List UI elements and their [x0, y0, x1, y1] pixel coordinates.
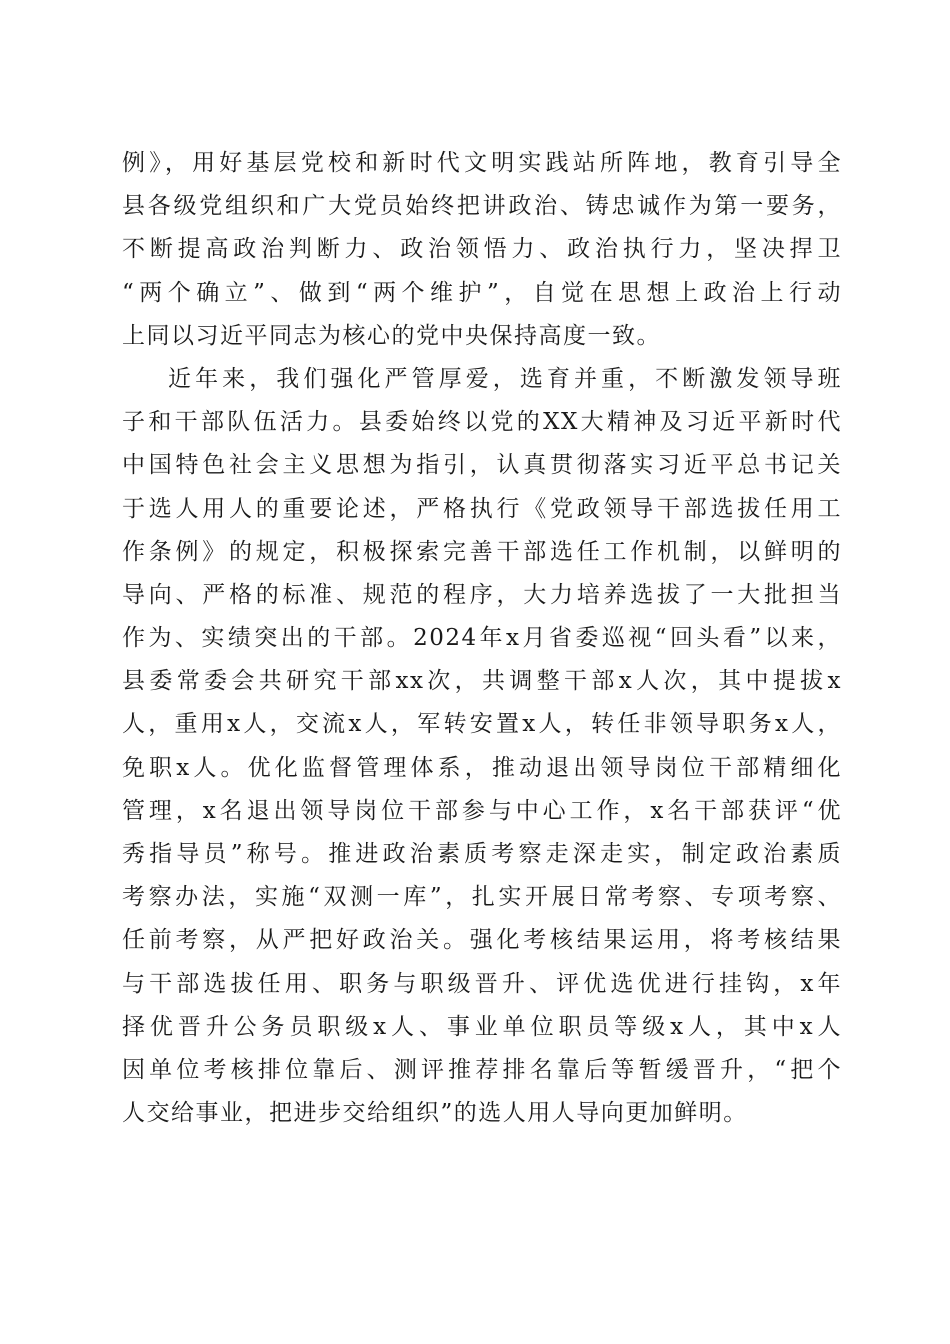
paragraph-line: 择优晋升公务员职级x人、事业单位职员等级x人，其中x人 — [122, 1013, 842, 1040]
paragraph-line: 近年来，我们强化严管厚爱，选育并重，不断激发领导班 — [168, 365, 842, 392]
paragraph-line: 上同以习近平同志为核心的党中央保持高度一致。 — [122, 322, 661, 349]
paragraph-line: 于选人用人的重要论述，严格执行《党政领导干部选拔任用工 — [122, 495, 842, 522]
paragraph-line: 县各级党组织和广大党员始终把讲政治、铸忠诚作为第一要务， — [122, 193, 842, 220]
paragraph-line: 不断提高政治判断力、政治领悟力、政治执行力，坚决捍卫 — [122, 236, 842, 263]
paragraph-line: 导向、严格的标准、规范的程序，大力培养选拔了一大批担当 — [122, 581, 842, 608]
paragraph-line: 考察办法，实施“双测一库”，扎实开展日常考察、专项考察、 — [122, 884, 842, 911]
paragraph-line: 人，重用x人，交流x人，军转安置x人，转任非领导职务x人， — [122, 711, 842, 738]
document-body — [122, 142, 842, 1135]
paragraph-line: 人交给事业，把进步交给组织”的选人用人导向更加鲜明。 — [122, 1100, 748, 1127]
paragraph-line: 任前考察，从严把好政治关。强化考核结果运用，将考核结果 — [122, 927, 842, 954]
paragraph-line: 管理，x名退出领导岗位干部参与中心工作，x名干部获评“优 — [122, 797, 842, 824]
paragraph-line: 与干部选拔任用、职务与职级晋升、评优选优进行挂钩，x年 — [122, 970, 842, 997]
paragraph-line: 秀指导员”称号。推进政治素质考察走深走实，制定政治素质 — [122, 841, 842, 867]
paragraph-line: 作条例》的规定，积极探索完善干部选任工作机制，以鲜明的 — [122, 538, 842, 565]
paragraph-1 — [122, 142, 842, 358]
paragraph-line: 因单位考核排位靠后、测评推荐排名靠后等暂缓晋升，“把个 — [122, 1056, 842, 1083]
paragraph-2 — [122, 358, 842, 1135]
paragraph-line: 免职x人。优化监督管理体系，推动退出领导岗位干部精细化 — [122, 754, 842, 781]
paragraph-line: 子和干部队伍活力。县委始终以党的XX大精神及习近平新时代 — [122, 409, 842, 436]
paragraph-line: 中国特色社会主义思想为指引，认真贯彻落实习近平总书记关 — [122, 452, 842, 479]
paragraph-line: “两个确立”、做到“两个维护”，自觉在思想上政治上行动 — [122, 279, 842, 306]
paragraph-line: 例》，用好基层党校和新时代文明实践站所阵地，教育引导全 — [122, 150, 842, 176]
paragraph-line: 县委常委会共研究干部xx次，共调整干部x人次，其中提拔x — [122, 668, 842, 695]
paragraph-line: 作为、实绩突出的干部。2024年x月省委巡视“回头看”以来， — [122, 625, 842, 652]
